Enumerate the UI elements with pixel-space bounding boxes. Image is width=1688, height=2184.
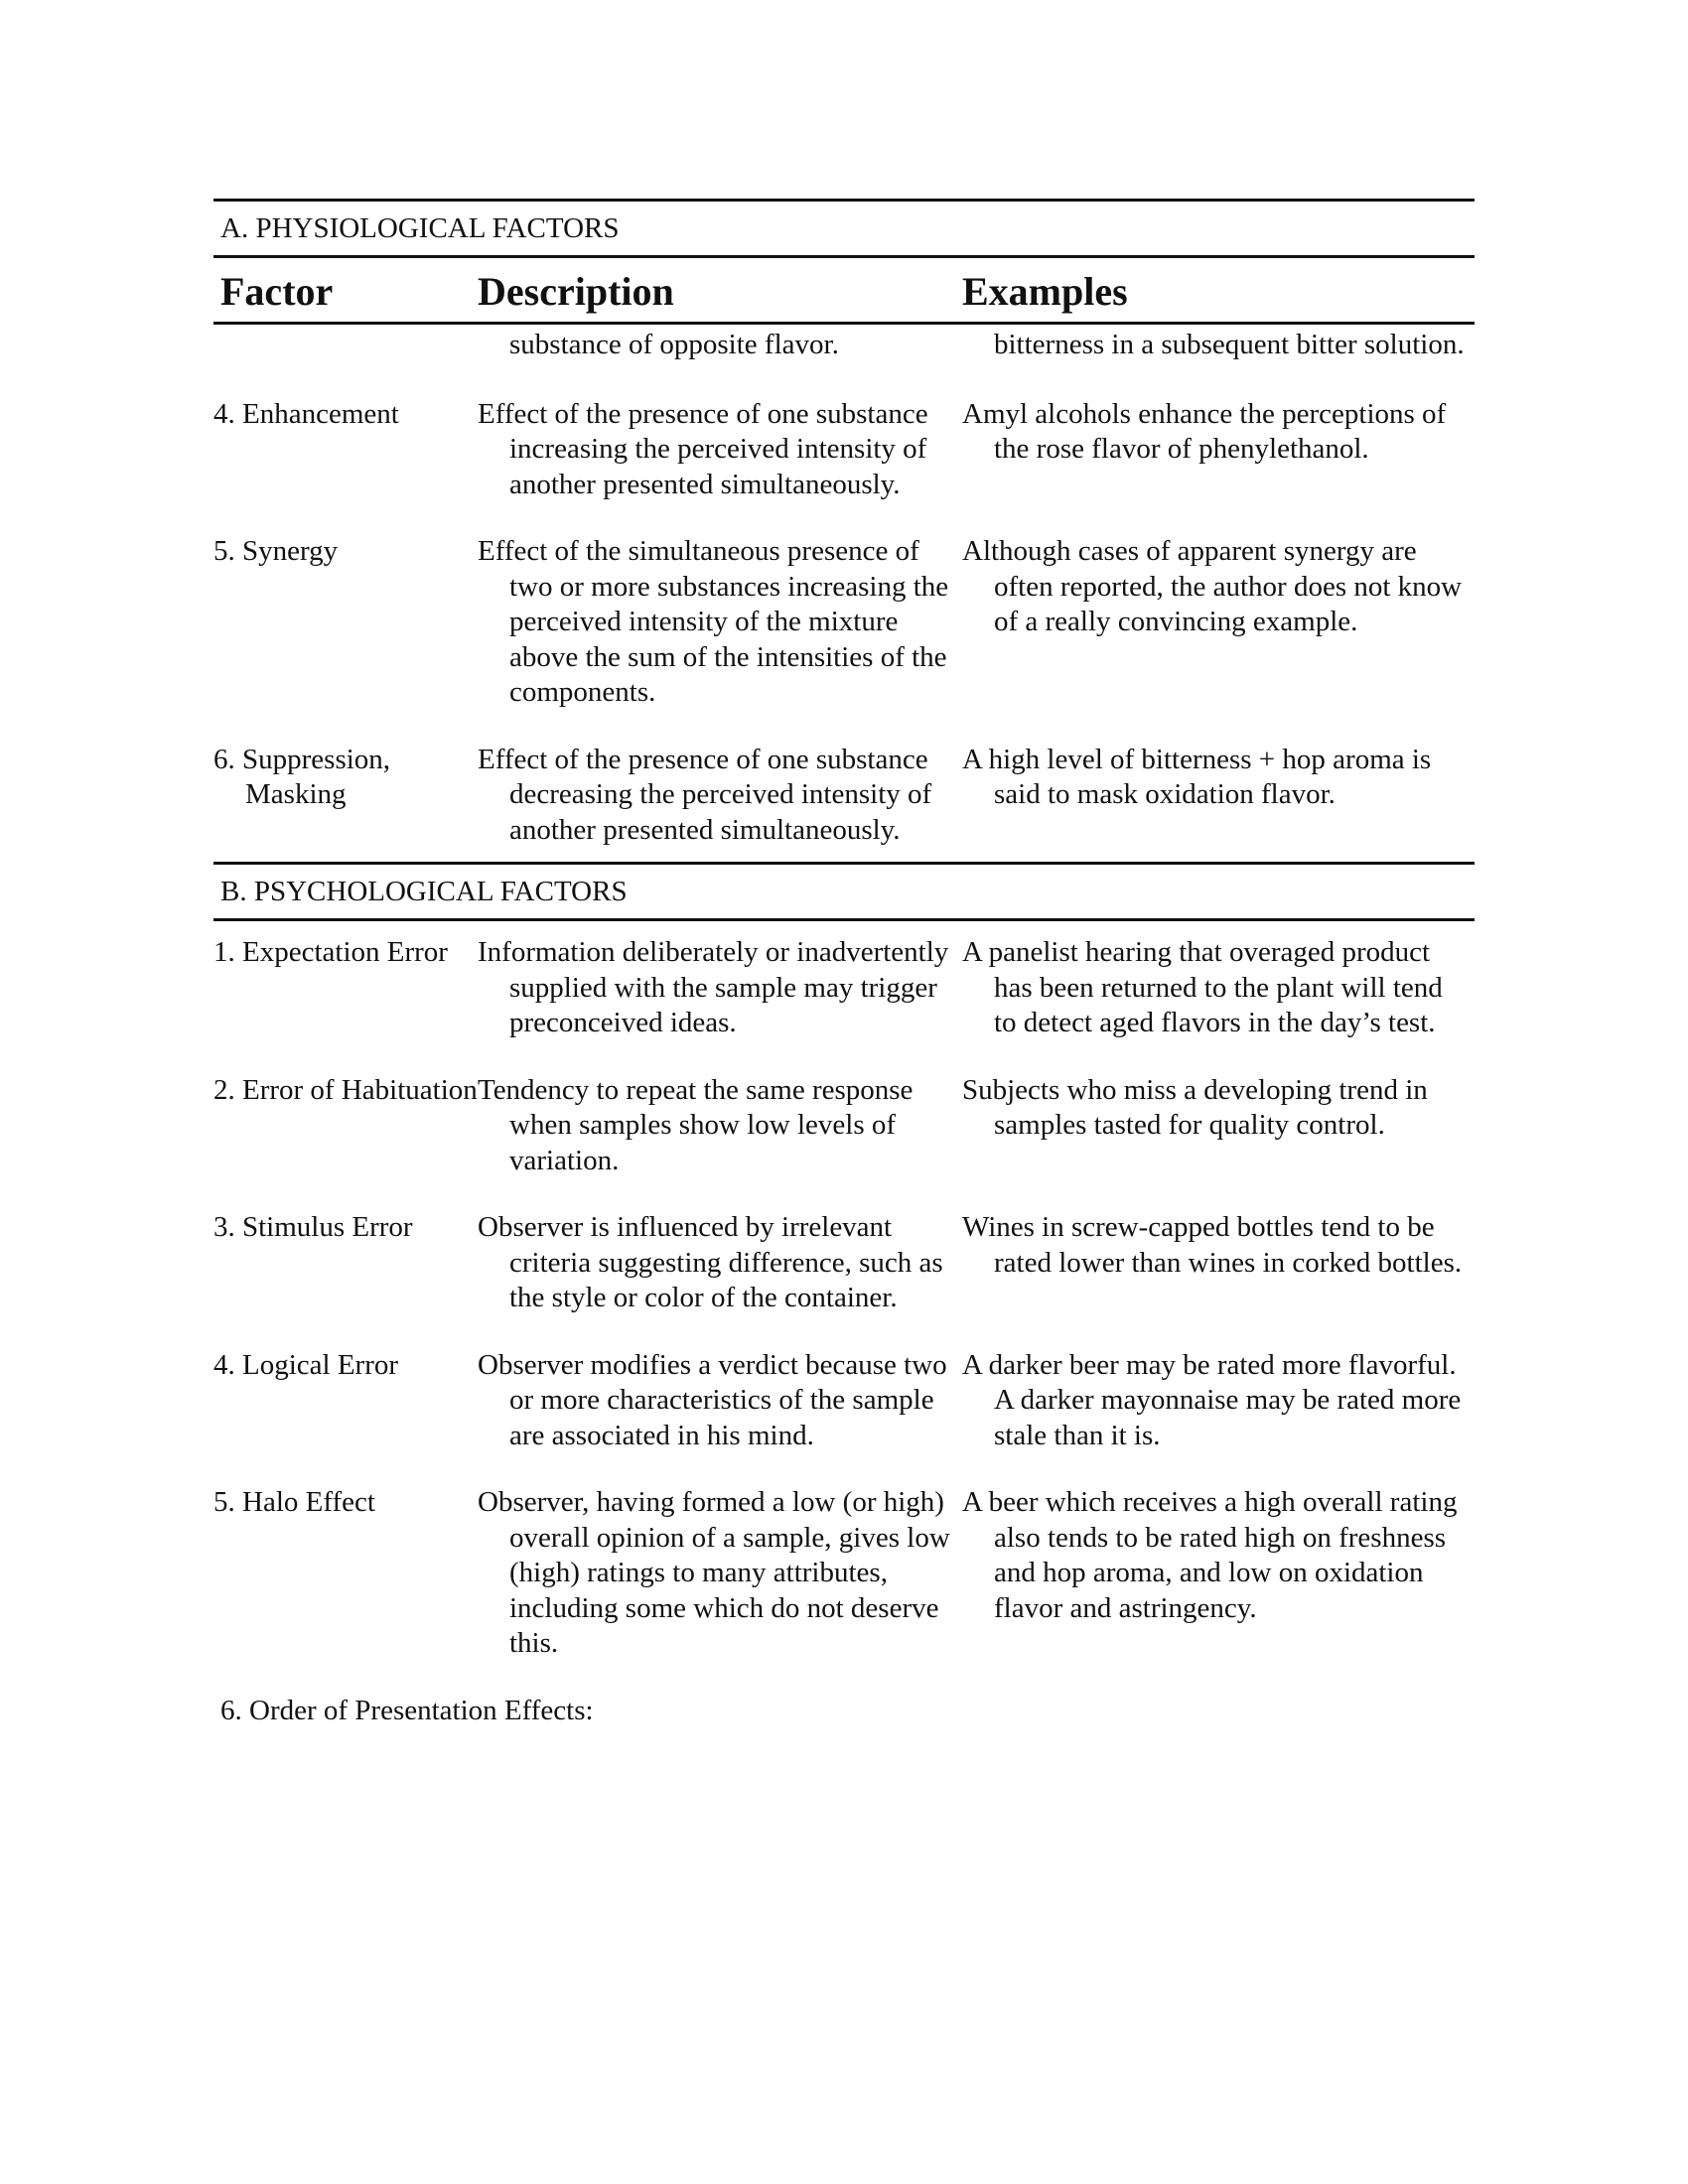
table-row (213, 397, 1475, 503)
example-cell: Subjects who miss a developing trend in samples tasted for quality control. (962, 1073, 1428, 1141)
description-cell: Effect of the presence of one substance decreasing the perceived intensity of another presented simultaneously. (478, 743, 932, 846)
factor-cell: 5. Halo Effect (213, 1486, 375, 1518)
example-cell: A beer which receives a high overall rating also tends to be rated high on freshness and hop aroma, and low on oxidation flavor and astringency. (962, 1486, 1458, 1624)
example-cell: Although cases of apparent synergy are often reported, the author does not know of a really convincing example. (962, 535, 1463, 637)
column-header-rule (213, 322, 1475, 325)
description-cell: Information deliberately or inadvertently supplied with the sample may trigger preconceived ideas. (478, 936, 949, 1038)
table-row (213, 935, 1475, 1041)
column-header-factor: Factor (220, 269, 334, 314)
description-cell: substance of opposite flavor. (509, 329, 839, 360)
order-of-presentation-item: 6. Order of Presentation Effects: (220, 1694, 594, 1726)
table-row (213, 1348, 1475, 1454)
column-header-examples: Examples (962, 269, 1128, 314)
description-cell: Observer is influenced by irrelevant criteria suggesting difference, such as the style or color of the container. (478, 1211, 943, 1313)
column-header-description: Description (478, 269, 674, 314)
factor-cell: 5. Synergy (213, 535, 339, 567)
physiological-rows (213, 397, 1475, 849)
example-cell: A panelist hearing that overaged product has been returned to the plant will tend to detect aged flavors in the day’s test. (962, 936, 1443, 1038)
description-cell: Observer, having formed a low (or high) overall opinion of a sample, gives low (high) ratings to many attributes, including some which do not deserve this. (478, 1486, 950, 1659)
description-cell: Tendency to repeat the same response when samples show low levels of variation. (478, 1073, 914, 1176)
column-header-row (213, 258, 1475, 322)
description-cell: Effect of the presence of one substance increasing the perceived intensity of another presented simultaneously. (478, 397, 928, 500)
example-cell: Amyl alcohols enhance the perceptions of the rose flavor of phenylethanol. (962, 397, 1447, 465)
table-row (213, 1485, 1475, 1662)
psychological-rows (213, 935, 1475, 1662)
table-row (213, 1073, 1475, 1179)
table-row (213, 328, 1475, 363)
example-cell: A high level of bitterness + hop aroma is said to mask oxidation flavor. (962, 743, 1432, 810)
factor-cell: 6. Suppression, Masking (213, 743, 391, 810)
section-b-rule (213, 918, 1475, 921)
description-cell: Observer modifies a verdict because two or more characteristics of the sample are associated in his mind. (478, 1348, 947, 1451)
factor-cell: 4. Enhancement (213, 397, 399, 430)
table-row (213, 743, 1475, 849)
section-a-heading: A. PHYSIOLOGICAL FACTORS (220, 212, 620, 244)
section-b-heading: B. PSYCHOLOGICAL FACTORS (220, 876, 628, 907)
factors-table (213, 199, 1475, 1728)
factor-cell: 2. Error of Habituation (213, 1073, 478, 1106)
example-cell: Wines in screw-capped bottles tend to be rated lower than wines in corked bottles. (962, 1211, 1463, 1279)
factor-cell: 4. Logical Error (213, 1348, 399, 1381)
example-cell: A darker beer may be rated more flavorful. A darker mayonnaise may be rated more stale than it is. (962, 1348, 1462, 1451)
factor-cell: 3. Stimulus Error (213, 1211, 413, 1243)
example-cell: bitterness in a subsequent bitter solution. (994, 329, 1465, 360)
table-row (213, 1210, 1475, 1316)
factor-cell: 1. Expectation Error (213, 936, 448, 968)
description-cell: Effect of the simultaneous presence of two or more substances increasing the perceived intensity of the mixture above the sum of the intensities of the components. (478, 535, 949, 708)
table-row (213, 534, 1475, 711)
